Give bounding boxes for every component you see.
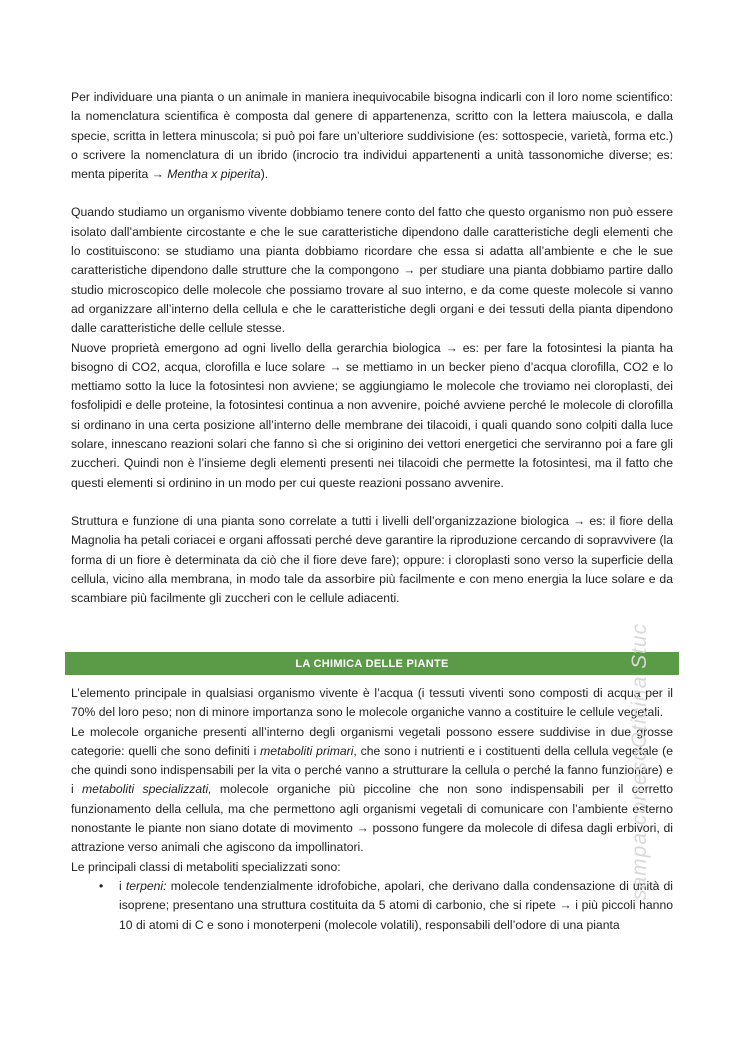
paragraph-organism: Quando studiamo un organismo vivente dobbiamo tenere conto del fatto che questo organismo non può essere isolato dall’ambiente circostante e che le sue caratteristiche dipendono dalle caratteristiche degli elementi che lo costituiscono: se studiamo una pianta dobbiamo ricordare che essa si adatta all’ambiente e che le sue caratteristiche dipendono dalle strutture che la compongono → per studiare una pianta dobbiamo partire dallo studio microscopico delle molecole che possiamo trovare al suo interno, e da come queste molecole si vanno ad organizzare all’interno della cellula e che le caratteristiche degli organi e dei tessuti della pianta dipendono dalle caratteristiche delle cellule stesse.	[71, 205, 673, 336]
paragraph-nomenclature: Per individuare una pianta o un animale in maniera inequivocabile bisogna indicarli con il loro nome scientifico: la nomenclatura scientifica è composta dal genere di appartenenza, scritto con la lettera maiuscola, e dalla specie, scritta in lettera minuscola; si può poi fare un’ulteriore suddivisione (es: sottospecie, varietà, forma etc.) o scrivere la nomenclatura di un ibrido (incrocio tra individui appartenenti a unità tassonomiche diverse; es: menta piperita → Mentha x piperita).	[71, 90, 673, 182]
section-heading: LA CHIMICA DELLE PIANTE	[65, 652, 679, 675]
species-name: Mentha x piperita	[167, 167, 261, 182]
list-item: • i terpeni: molecole tendenzialmente idrofobiche, apolari, che derivano dalla condensazione di unità di isoprene; presentano una struttura costituita da 5 atomi di carbonio, che si ripete → i più piccoli hanno 10 di atomi di C e sono i monoterpeni (molecole volatili), responsabili dell’odore di una pianta	[99, 878, 674, 932]
paragraph-water: L’elemento principale in qualsiasi organismo vivente è l’acqua (i tessuti viventi sono composti di acqua per il 70% del loro peso; non di minore importanza sono le molecole organiche vanno a costituire le cellule vegetali.	[71, 686, 673, 720]
paragraph-classes: Le principali classi di metaboliti specializzati sono:	[71, 859, 341, 874]
section-body	[71, 684, 673, 935]
watermark: sampa corresoOticina Stuc	[628, 622, 651, 900]
paragraph-molecules: Le molecole organiche presenti all’interno degli organismi vegetali possono essere suddivise in due grosse categorie: quelli che sono definiti i metaboliti primari, che sono i nutrienti e i costituenti della cellula vegetale (e che quindi sono indispensabili per la vita o perché vanno a strutturare la cellula o perché la fanno funzionare) e i metaboliti specializzati, molecole organiche più piccoline che non sono indispensabili per il corretto funzionamento della cellula, ma che permettono agli organismi vegetali di comunicare con l’ambiente esterno nonostante le piante non siano dotate di movimento → possono fungere da molecole di difesa dagli erbivori, di attrazione verso animali che agiscono da impollinatori.	[71, 724, 674, 855]
document-body	[71, 88, 673, 608]
paragraph-structure: Struttura e funzione di una pianta sono correlate a tutti i livelli dell’organizzazione biologica → es: il fiore della Magnolia ha petali coriacei e organi affossati perché deve garantire la riproduzione cercando di sopravvivere (la forma di un fiore è determinata da ciò che il fiore deve fare); oppure: i cloroplasti sono verso la superficie della cellula, vicino alla membrana, in modo tale da assorbire più facilmente e con meno energia la luce solare e da scambiare più facilmente gli zuccheri con le cellule adiacenti.	[71, 513, 673, 606]
paragraph-properties: Nuove proprietà emergono ad ogni livello della gerarchia biologica → es: per fare la fotosintesi la pianta ha bisogno di CO2, acqua, clorofilla e luce solare → se mettiamo in un becker pieno d’acqua clorofilla, CO2 e lo mettiamo sotto la luce la fotosintesi non avviene; se aggiungiamo le molecole che troviamo nei cloroplasti, dei fosfolipidi e delle proteine, la fotosintesi continua a non avvenire, poiché avviene perché le molecole di clorofilla si ordinano in una certa posizione all’interno delle membrane dei tilacoidi, i quali quando sono colpiti dalla luce solare, innescano reazioni solari che fanno sì che si originino dei vettori energetici che serviranno poi a fare gli zuccheri. Quindi non è l’insieme degli elementi presenti nei tilacoidi che permette la fotosintesi, ma il fatto che questi elementi si ordinino in un modo per cui queste reazioni possano avvenire.	[71, 340, 673, 490]
metabolites-list	[71, 877, 673, 935]
bullet-icon: •	[99, 878, 104, 893]
